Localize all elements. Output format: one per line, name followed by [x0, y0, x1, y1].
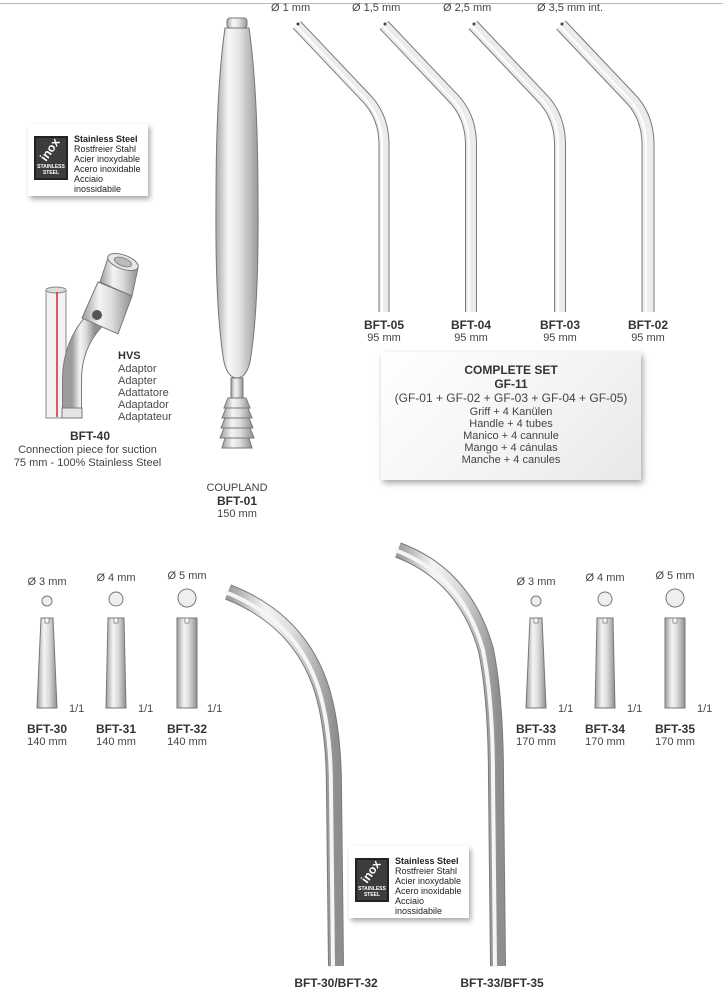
tip-scale-bft-32: 1/1 [207, 703, 223, 715]
hvs-name-de: Adapter [118, 375, 157, 387]
inox-title: Stainless Steel [74, 134, 138, 144]
tip-illustration-bft-30 [37, 596, 57, 708]
set-line: Handle + 4 tubes [469, 418, 553, 430]
tip-diameter-bft-33: Ø 3 mm [516, 576, 556, 588]
hvs-name-es: Adaptador [118, 399, 169, 411]
tip-code-bft-34: BFT-34 [584, 722, 625, 736]
hvs-name-it: Adattatore [118, 387, 169, 399]
connection-desc-1: Connection piece for suction [18, 444, 157, 456]
inox-line: Acier inoxydable [74, 154, 141, 164]
tip-code-bft-33: BFT-33 [515, 722, 556, 736]
tube-length-bft-03: 95 mm [543, 332, 577, 344]
complete-set-box [381, 352, 641, 480]
tip-code-bft-32: BFT-32 [166, 722, 207, 736]
tip-code-bft-30: BFT-30 [26, 722, 67, 736]
tip-illustration-bft-34 [595, 592, 615, 708]
inox-line: Acero inoxidable [395, 886, 462, 896]
set-line: Manico + 4 cannule [463, 430, 559, 442]
tip-length-bft-30: 140 mm [27, 736, 67, 748]
tip-length-bft-33: 170 mm [516, 736, 556, 748]
hvs-name-en: Adaptor [118, 363, 157, 375]
handle-illustration [216, 18, 258, 448]
set-line: Mango + 4 cánulas [464, 442, 558, 454]
tip-diameter-bft-31: Ø 4 mm [96, 572, 136, 584]
long-tube-code-bft-30-32: BFT-30/BFT-32 [294, 976, 378, 990]
tip-length-bft-31: 140 mm [96, 736, 136, 748]
tip-scale-bft-31: 1/1 [138, 703, 154, 715]
inox-line: Acero inoxidable [74, 164, 141, 174]
tube-length-bft-04: 95 mm [454, 332, 488, 344]
connection-desc-2: 75 mm - 100% Stainless Steel [13, 457, 162, 469]
set-code: GF-11 [494, 377, 528, 391]
tip-scale-bft-35: 1/1 [697, 703, 713, 715]
tube-code-bft-05: BFT-05 [363, 318, 404, 332]
handle-length: 150 mm [217, 508, 257, 520]
tip-length-bft-35: 170 mm [655, 736, 695, 748]
set-line: Manche + 4 canules [461, 454, 561, 466]
tube-length-bft-02: 95 mm [631, 332, 665, 344]
long-tube-code-bft-33-35: BFT-33/BFT-35 [460, 976, 544, 990]
handle-code: BFT-01 [216, 494, 257, 508]
tube-diameter-bft-04: Ø 1,5 mm [352, 2, 401, 14]
inox-badge-word: inox [37, 135, 63, 164]
set-contents: (GF-01 + GF-02 + GF-03 + GF-04 + GF-05) [394, 391, 628, 405]
tip-illustration-bft-35 [665, 589, 685, 708]
tip-code-bft-35: BFT-35 [654, 722, 695, 736]
connection-code: BFT-40 [69, 429, 110, 443]
inox-line: Rostfreier Stahl [395, 866, 458, 876]
inox-title: Stainless Steel [395, 856, 459, 866]
tip-code-bft-31: BFT-31 [95, 722, 136, 736]
tube-length-bft-05: 95 mm [367, 332, 401, 344]
tip-length-bft-32: 140 mm [167, 736, 207, 748]
long-tube-illustration-bft-33-35 [395, 550, 498, 966]
tip-illustration-bft-32 [177, 589, 197, 708]
long-tube-illustration-bft-30-32 [225, 592, 336, 966]
tube-illustration-bft-05 [295, 23, 384, 313]
tube-diameter-bft-05: Ø 1 mm [271, 2, 311, 14]
tube-illustration-bft-04 [382, 23, 471, 313]
tube-code-bft-03: BFT-03 [539, 318, 580, 332]
tube-code-bft-02: BFT-02 [627, 318, 668, 332]
handle-label: COUPLAND [206, 482, 268, 494]
tube-illustration-bft-02 [559, 23, 648, 313]
tube-diameter-bft-03: Ø 2,5 mm [443, 2, 492, 14]
tip-illustration-bft-33 [526, 596, 546, 708]
set-title: COMPLETE SET [464, 363, 558, 377]
tip-scale-bft-30: 1/1 [69, 703, 85, 715]
tip-diameter-bft-30: Ø 3 mm [27, 576, 67, 588]
tip-scale-bft-33: 1/1 [558, 703, 574, 715]
tip-length-bft-34: 170 mm [585, 736, 625, 748]
tip-diameter-bft-32: Ø 5 mm [167, 570, 207, 582]
tube-illustration-bft-03 [471, 23, 560, 313]
inox-line: Acciaio inossidabile [74, 174, 122, 194]
inox-badge-sub1: STAINLESS [37, 164, 65, 170]
hvs-title: HVS [118, 350, 141, 362]
inox-badge-sub2: STEEL [42, 170, 60, 176]
tip-diameter-bft-35: Ø 5 mm [655, 570, 695, 582]
tube-diameter-bft-02: Ø 3,5 mm int. [537, 2, 604, 14]
inox-badge-sub2: STEEL [363, 892, 381, 898]
hvs-name-fr: Adaptateur [118, 411, 172, 423]
inox-badge-sub1: STAINLESS [358, 886, 386, 892]
inox-line: Acciaio inossidabile [395, 896, 443, 916]
inox-badge-word: inox [358, 857, 384, 886]
tip-illustration-bft-31 [106, 592, 126, 708]
set-line: Griff + 4 Kanülen [469, 406, 553, 418]
tip-diameter-bft-34: Ø 4 mm [585, 572, 625, 584]
inox-line: Acier inoxydable [395, 876, 462, 886]
inox-line: Rostfreier Stahl [74, 144, 137, 154]
tip-scale-bft-34: 1/1 [627, 703, 643, 715]
tube-code-bft-04: BFT-04 [450, 318, 491, 332]
